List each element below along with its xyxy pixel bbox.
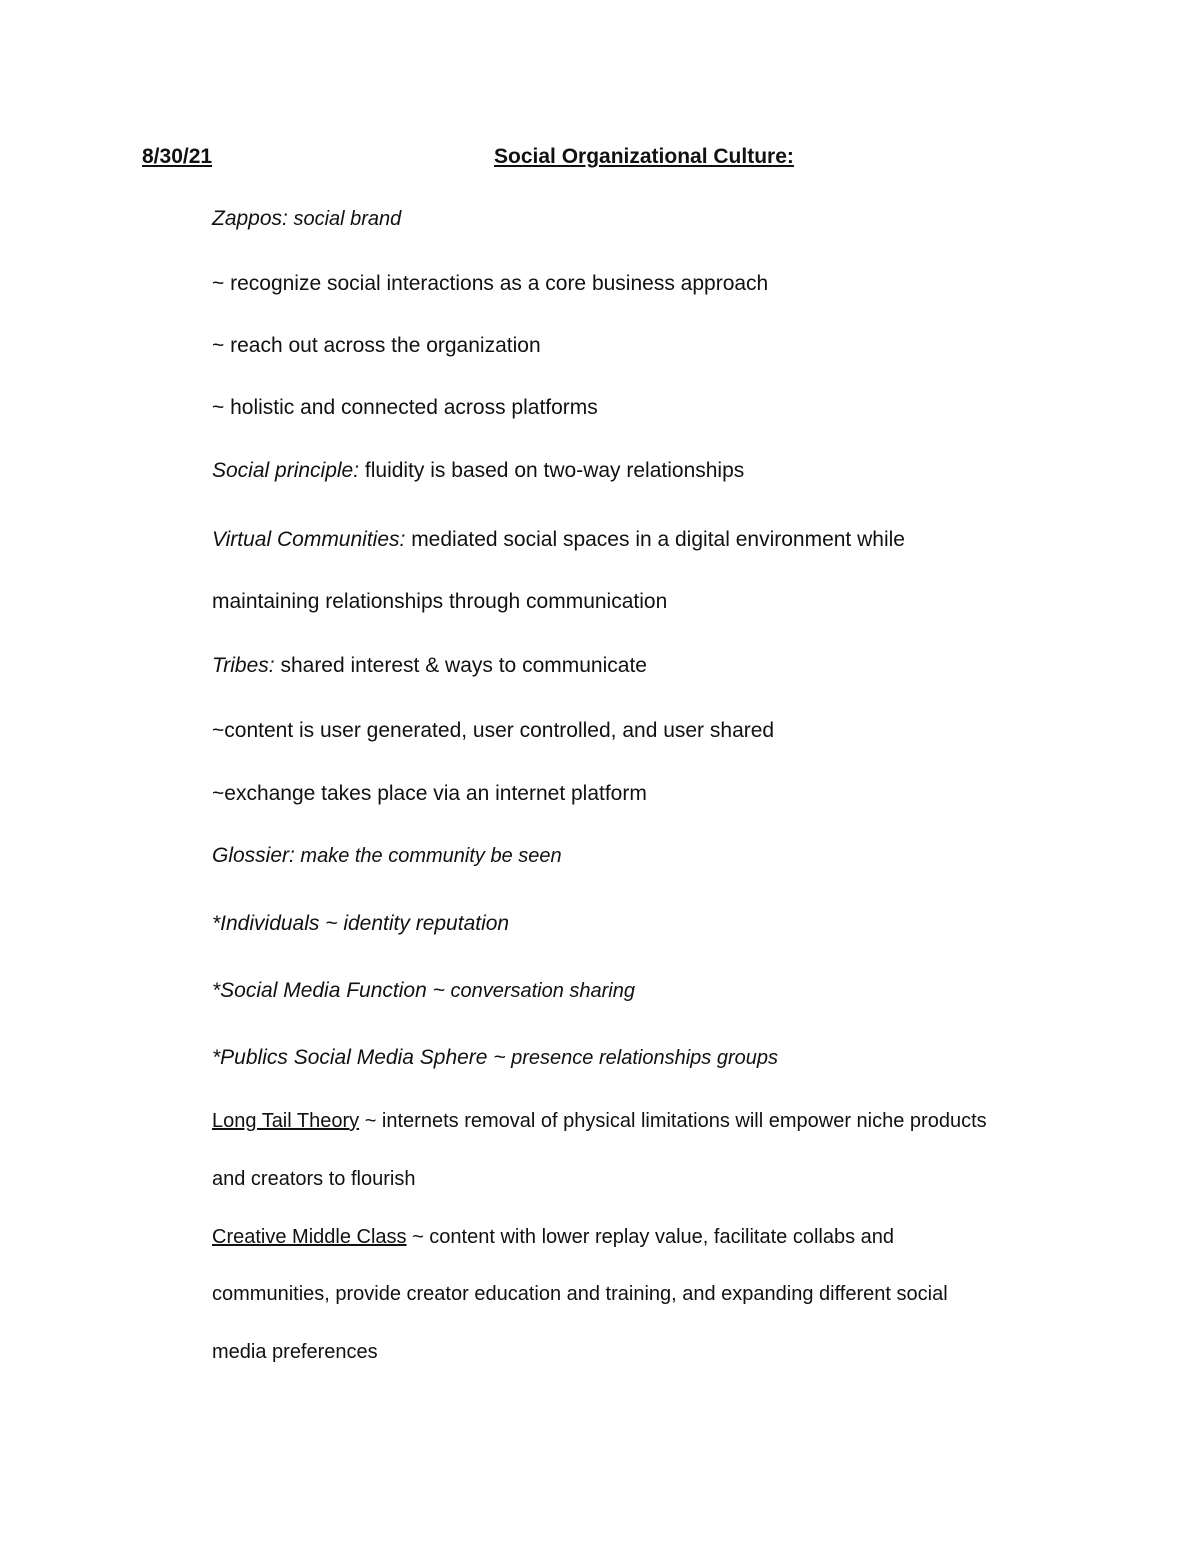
long-tail-line xyxy=(212,1108,987,1134)
bullet-exchange: ~exchange takes place via an internet platform xyxy=(212,782,647,805)
social-media-function-term: *Social Media Function ~ xyxy=(212,979,445,1002)
glossier-line xyxy=(212,843,562,869)
creative-middle-class-definition: ~ content with lower replay value, facilitate collabs and xyxy=(406,1226,895,1248)
social-principle-line xyxy=(212,458,744,484)
long-tail-term: Long Tail Theory xyxy=(212,1110,360,1132)
tribes-line xyxy=(212,653,647,679)
zappos-line xyxy=(212,206,401,232)
note-date: 8/30/21 xyxy=(142,145,213,168)
creative-middle-class-continued-1: communities, provide creator education and training, and expanding different social xyxy=(212,1283,948,1305)
tribes-term: Tribes: xyxy=(212,654,275,677)
glossier-term: Glossier: xyxy=(212,844,295,867)
individuals-line: *Individuals ~ identity reputation xyxy=(212,912,510,935)
publics-sphere-term: *Publics Social Media Sphere ~ xyxy=(212,1046,506,1069)
social-media-function-line xyxy=(212,978,635,1004)
long-tail-definition: ~ internets removal of physical limitations will empower niche products xyxy=(359,1110,987,1132)
virtual-communities-definition: mediated social spaces in a digital environment while xyxy=(405,528,905,551)
zappos-definition: social brand xyxy=(287,208,402,230)
bullet-core-business: ~ recognize social interactions as a core business approach xyxy=(212,272,769,295)
creative-middle-class-continued-2: media preferences xyxy=(212,1341,378,1363)
virtual-communities-line xyxy=(212,527,905,553)
bullet-user-content: ~content is user generated, user controlled, and user shared xyxy=(212,719,775,742)
virtual-communities-continued: maintaining relationships through communication xyxy=(212,590,668,613)
bullet-reach-out: ~ reach out across the organization xyxy=(212,334,541,357)
social-media-function-detail: conversation sharing xyxy=(444,980,635,1002)
publics-sphere-line xyxy=(212,1045,778,1071)
long-tail-continued: and creators to flourish xyxy=(212,1168,416,1190)
creative-middle-class-line xyxy=(212,1224,894,1250)
publics-sphere-detail: presence relationships groups xyxy=(505,1047,778,1069)
virtual-communities-term: Virtual Communities: xyxy=(212,528,406,551)
tribes-definition: shared interest & ways to communicate xyxy=(274,654,647,677)
creative-middle-class-term: Creative Middle Class xyxy=(212,1226,407,1248)
page-title: Social Organizational Culture: xyxy=(494,145,794,168)
zappos-term: Zappos: xyxy=(212,207,288,230)
social-principle-term: Social principle: xyxy=(212,459,360,482)
glossier-definition: make the community be seen xyxy=(294,845,562,867)
bullet-holistic: ~ holistic and connected across platforms xyxy=(212,396,598,419)
social-principle-definition: fluidity is based on two-way relationships xyxy=(359,459,745,482)
